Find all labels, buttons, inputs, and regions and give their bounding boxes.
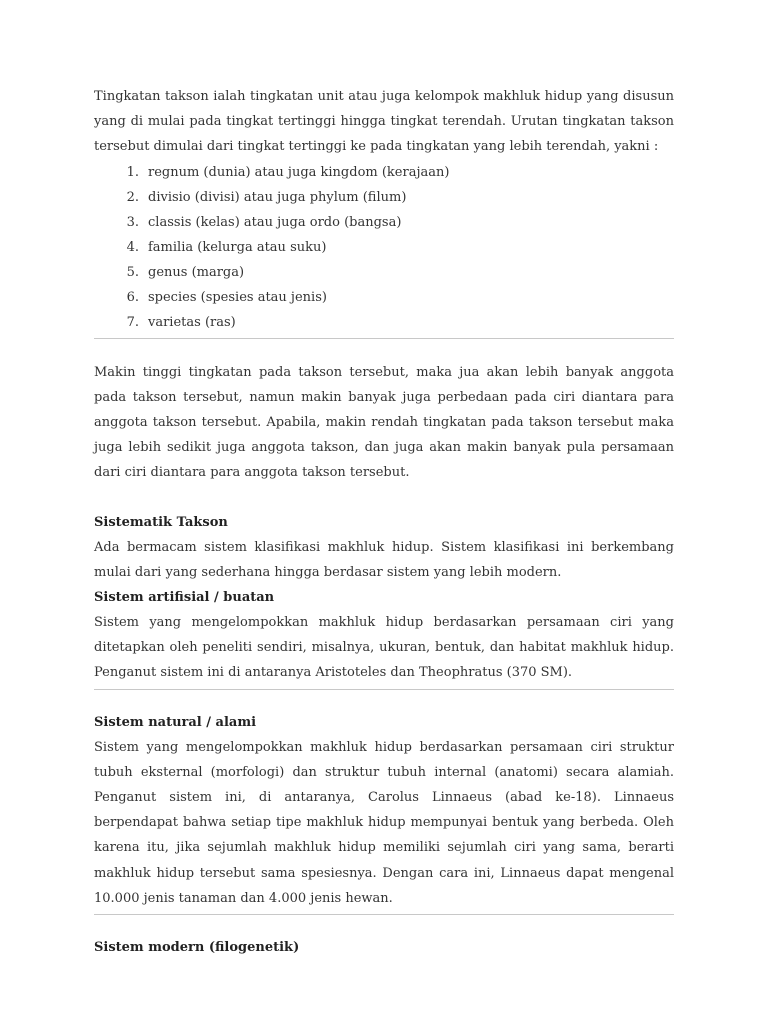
list-item bbox=[94, 235, 674, 260]
list-text: genus (marga) bbox=[148, 264, 245, 280]
list-text: regnum (dunia) atau juga kingdom (kerajaan) bbox=[148, 164, 450, 180]
list-item bbox=[94, 260, 674, 285]
artifisial-paragraph: Sistem yang mengelompokkan makhluk hidup berdasarkan persamaan ciri yang ditetapkan oleh peneliti sendiri, misalnya, ukuran, bentuk, dan habitat makhluk hidup. Penganut sistem ini di antaranya Aristoteles dan Theophratus (370 SM). bbox=[94, 615, 674, 681]
list-item bbox=[94, 210, 674, 235]
taxon-rank-list bbox=[94, 160, 674, 335]
list-text: varietas (ras) bbox=[148, 314, 236, 330]
list-number: 6. bbox=[126, 289, 139, 305]
list-number: 5. bbox=[126, 264, 139, 280]
list-text: classis (kelas) atau juga ordo (bangsa) bbox=[148, 214, 402, 230]
list-number: 2. bbox=[126, 189, 139, 205]
divider bbox=[94, 689, 674, 690]
section-heading-sistematik: Sistematik Takson bbox=[94, 514, 228, 530]
section-heading-modern: Sistem modern (filogenetik) bbox=[94, 940, 300, 956]
intro-paragraph: Tingkatan takson ialah tingkatan unit atau juga kelompok makhluk hidup yang disusun yang di mulai pada tingkat tertinggi hingga tingkat terendah. Urutan tingkatan takson tersebut dimulai dari tingkat tertinggi ke pada tingkatan yang lebih terendah, yakni : bbox=[94, 89, 674, 155]
list-number: 3. bbox=[126, 214, 139, 230]
list-item bbox=[94, 185, 674, 210]
list-item bbox=[94, 160, 674, 185]
list-item bbox=[94, 310, 674, 335]
divider bbox=[94, 338, 674, 339]
list-text: species (spesies atau jenis) bbox=[148, 289, 327, 305]
rank-comparison-paragraph: Makin tinggi tingkatan pada takson tersebut, maka jua akan lebih banyak anggota pada takson tersebut, namun makin banyak juga perbedaan pada ciri diantara para anggota takson tersebut. Apabila, makin rendah tingkatan pada takson tersebut maka juga lebih sedikit juga anggota takson, dan juga akan makin banyak pula persamaan dari ciri diantara para anggota takson tersebut. bbox=[94, 364, 674, 481]
list-text: divisio (divisi) atau juga phylum (filum) bbox=[148, 189, 407, 205]
list-number: 4. bbox=[126, 239, 139, 255]
list-number: 7. bbox=[126, 314, 139, 330]
sistematik-paragraph: Ada bermacam sistem klasifikasi makhluk hidup. Sistem klasifikasi ini berkembang mulai dari yang sederhana hingga berdasar sistem yang lebih modern. bbox=[94, 539, 674, 580]
section-heading-natural: Sistem natural / alami bbox=[94, 714, 257, 730]
list-text: familia (kelurga atau suku) bbox=[148, 239, 327, 255]
list-number: 1. bbox=[126, 164, 139, 180]
divider bbox=[94, 914, 674, 915]
section-heading-artifisial: Sistem artifisial / buatan bbox=[94, 590, 275, 606]
natural-paragraph: Sistem yang mengelompokkan makhluk hidup berdasarkan persamaan ciri struktur tubuh eksternal (morfologi) dan struktur tubuh internal (anatomi) secara alamiah. Penganut sistem ini, di antaranya, Carolus Linnaeus (abad ke-18). Linnaeus berpendapat bahwa setiap tipe makhluk hidup mempunyai bentuk yang berbeda. Oleh karena itu, jika sejumlah makhluk hidup memiliki sejumlah ciri yang sama, berarti makhluk hidup tersebut sama spesiesnya. Dengan cara ini, Linnaeus dapat mengenal 10.000 jenis tanaman dan 4.000 jenis hewan. bbox=[94, 739, 674, 906]
list-item bbox=[94, 285, 674, 310]
